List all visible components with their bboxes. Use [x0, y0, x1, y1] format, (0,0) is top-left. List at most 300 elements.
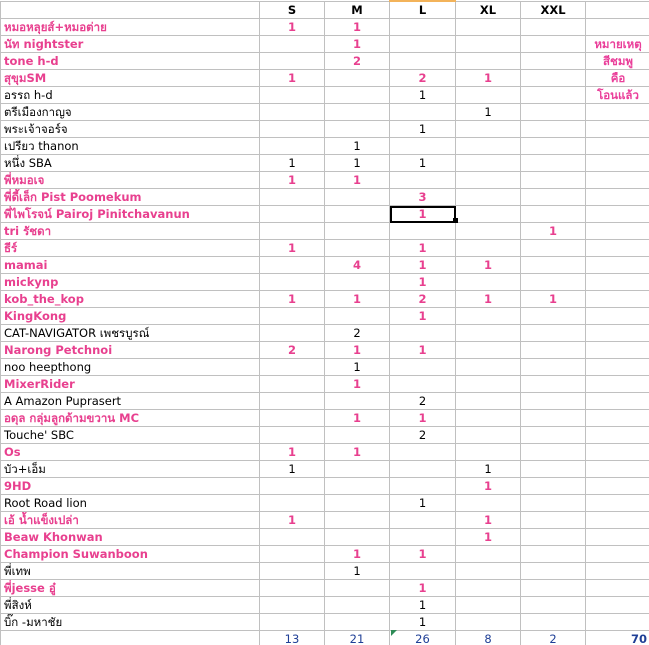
- size-cell-l[interactable]: [390, 223, 456, 240]
- size-cell-xxl[interactable]: [521, 342, 586, 359]
- note-cell[interactable]: [586, 478, 649, 495]
- size-cell-m[interactable]: 1: [325, 376, 390, 393]
- size-cell-s[interactable]: 1: [260, 172, 325, 189]
- name-cell[interactable]: A Amazon Puprasert: [1, 393, 260, 410]
- size-cell-xl[interactable]: [456, 546, 521, 563]
- table-row: [1, 87, 649, 104]
- size-cell-l[interactable]: [390, 478, 456, 495]
- table-row: [1, 444, 649, 461]
- table-row: [1, 427, 649, 444]
- size-cell-s[interactable]: [260, 495, 325, 512]
- size-cell-s[interactable]: [260, 580, 325, 597]
- size-cell-s[interactable]: [260, 359, 325, 376]
- size-cell-xxl[interactable]: [521, 546, 586, 563]
- note-cell[interactable]: [586, 580, 649, 597]
- note-cell[interactable]: [586, 563, 649, 580]
- size-cell-l[interactable]: 2: [390, 427, 456, 444]
- size-cell-s[interactable]: [260, 427, 325, 444]
- size-cell-xl[interactable]: [456, 614, 521, 631]
- size-cell-xl[interactable]: [456, 342, 521, 359]
- size-cell-l[interactable]: 1: [390, 257, 456, 274]
- size-cell-m[interactable]: 1: [325, 410, 390, 427]
- header-cell-m[interactable]: M: [325, 1, 390, 19]
- name-cell[interactable]: บิ๊ก -มหาชัย: [1, 614, 260, 631]
- table-row: [1, 308, 649, 325]
- size-cell-m[interactable]: 1: [325, 138, 390, 155]
- name-cell[interactable]: 9HD: [1, 478, 260, 495]
- size-cell-l[interactable]: 2: [390, 291, 456, 308]
- table-row: [1, 614, 649, 631]
- name-cell[interactable]: พี่หมอเจ: [1, 172, 260, 189]
- table-row: [1, 291, 649, 308]
- size-cell-m[interactable]: [325, 87, 390, 104]
- size-cell-m[interactable]: [325, 274, 390, 291]
- size-cell-xl[interactable]: 1: [456, 461, 521, 478]
- name-cell[interactable]: Touche' SBC: [1, 427, 260, 444]
- size-cell-s[interactable]: [260, 223, 325, 240]
- note-cell[interactable]: โอนแล้ว: [586, 87, 649, 104]
- name-cell[interactable]: KingKong: [1, 308, 260, 325]
- size-cell-l[interactable]: [390, 461, 456, 478]
- size-cell-xxl[interactable]: [521, 206, 586, 223]
- size-cell-s[interactable]: [260, 410, 325, 427]
- size-cell-s[interactable]: [260, 393, 325, 410]
- note-cell[interactable]: [586, 427, 649, 444]
- size-cell-m[interactable]: [325, 427, 390, 444]
- size-cell-s[interactable]: 1: [260, 512, 325, 529]
- size-cell-s[interactable]: 1: [260, 240, 325, 257]
- size-cell-s[interactable]: [260, 478, 325, 495]
- name-cell[interactable]: พี่สิงห์: [1, 597, 260, 614]
- total-cell-xxl[interactable]: 2: [521, 631, 586, 645]
- table-row: [1, 393, 649, 410]
- size-cell-m[interactable]: 2: [325, 53, 390, 70]
- name-cell[interactable]: พระเจ้าจอร์จ: [1, 121, 260, 138]
- size-cell-m[interactable]: [325, 308, 390, 325]
- header-cell-xxl[interactable]: XXL: [521, 1, 586, 19]
- size-cell-xl[interactable]: [456, 87, 521, 104]
- name-cell[interactable]: noo heepthong: [1, 359, 260, 376]
- size-cell-xxl[interactable]: [521, 308, 586, 325]
- size-cell-l[interactable]: [390, 19, 456, 36]
- name-cell[interactable]: พี่jesse อู๋: [1, 580, 260, 597]
- note-cell[interactable]: [586, 444, 649, 461]
- size-cell-xxl[interactable]: [521, 155, 586, 172]
- size-cell-s[interactable]: [260, 546, 325, 563]
- size-cell-xl[interactable]: [456, 308, 521, 325]
- name-cell[interactable]: พี่เทพ: [1, 563, 260, 580]
- size-cell-xl[interactable]: [456, 376, 521, 393]
- name-cell[interactable]: Beaw Khonwan: [1, 529, 260, 546]
- size-cell-l[interactable]: 1: [390, 546, 456, 563]
- size-cell-xxl[interactable]: [521, 19, 586, 36]
- size-cell-m[interactable]: 1: [325, 19, 390, 36]
- note-cell[interactable]: คือ: [586, 70, 649, 87]
- note-cell[interactable]: [586, 189, 649, 206]
- name-cell[interactable]: เอ้ น้ำแข็งเปล่า: [1, 512, 260, 529]
- size-cell-xxl[interactable]: [521, 376, 586, 393]
- size-cell-m[interactable]: [325, 206, 390, 223]
- size-cell-xl[interactable]: [456, 393, 521, 410]
- size-cell-xl[interactable]: [456, 359, 521, 376]
- size-cell-xl[interactable]: 1: [456, 291, 521, 308]
- size-cell-l[interactable]: [390, 376, 456, 393]
- size-cell-xxl[interactable]: [521, 614, 586, 631]
- size-cell-xxl[interactable]: [521, 580, 586, 597]
- note-cell[interactable]: [586, 529, 649, 546]
- note-cell[interactable]: [586, 240, 649, 257]
- size-cell-l[interactable]: [390, 172, 456, 189]
- table-row: [1, 121, 649, 138]
- table-row: [1, 512, 649, 529]
- size-cell-xxl[interactable]: [521, 36, 586, 53]
- size-cell-l[interactable]: [390, 529, 456, 546]
- size-cell-l[interactable]: 1: [390, 410, 456, 427]
- size-cell-m[interactable]: 1: [325, 563, 390, 580]
- table-row: [1, 563, 649, 580]
- size-cell-xxl[interactable]: [521, 393, 586, 410]
- name-cell[interactable]: บัว+เอ็ม: [1, 461, 260, 478]
- size-cell-xl[interactable]: [456, 597, 521, 614]
- note-cell[interactable]: [586, 410, 649, 427]
- size-cell-xl[interactable]: 1: [456, 104, 521, 121]
- table-row: [1, 546, 649, 563]
- size-cell-xl[interactable]: [456, 274, 521, 291]
- note-cell[interactable]: [586, 495, 649, 512]
- table-row: [1, 597, 649, 614]
- table-row: [1, 461, 649, 478]
- size-cell-s[interactable]: 1: [260, 70, 325, 87]
- size-cell-s[interactable]: [260, 104, 325, 121]
- size-cell-m[interactable]: [325, 597, 390, 614]
- name-cell[interactable]: หนึ่ง SBA: [1, 155, 260, 172]
- size-cell-m[interactable]: [325, 478, 390, 495]
- header-cell-xl[interactable]: XL: [456, 1, 521, 19]
- note-cell[interactable]: [586, 291, 649, 308]
- name-cell[interactable]: เปรียว thanon: [1, 138, 260, 155]
- size-cell-s[interactable]: [260, 274, 325, 291]
- size-cell-m[interactable]: 1: [325, 546, 390, 563]
- size-cell-xxl[interactable]: [521, 240, 586, 257]
- size-cell-l[interactable]: [390, 444, 456, 461]
- size-cell-s[interactable]: [260, 189, 325, 206]
- size-cell-xl[interactable]: [456, 563, 521, 580]
- size-cell-l[interactable]: [390, 36, 456, 53]
- name-cell[interactable]: อรรถ h-d: [1, 87, 260, 104]
- size-cell-xxl[interactable]: [521, 495, 586, 512]
- size-cell-l[interactable]: 2: [390, 393, 456, 410]
- size-cell-l[interactable]: 1: [390, 308, 456, 325]
- size-cell-l[interactable]: [390, 138, 456, 155]
- size-cell-s[interactable]: [260, 121, 325, 138]
- header-row: [1, 1, 649, 19]
- size-cell-m[interactable]: 1: [325, 291, 390, 308]
- size-cell-xxl[interactable]: [521, 257, 586, 274]
- table-row: [1, 580, 649, 597]
- size-cell-s[interactable]: [260, 325, 325, 342]
- note-cell[interactable]: [586, 138, 649, 155]
- note-cell[interactable]: [586, 325, 649, 342]
- size-cell-xl[interactable]: [456, 121, 521, 138]
- size-cell-s[interactable]: [260, 87, 325, 104]
- total-cell-s[interactable]: 13: [260, 631, 325, 645]
- size-cell-xl[interactable]: [456, 53, 521, 70]
- size-cell-xl[interactable]: [456, 138, 521, 155]
- note-cell[interactable]: [586, 223, 649, 240]
- header-cell-s[interactable]: S: [260, 1, 325, 19]
- size-cell-s[interactable]: 1: [260, 155, 325, 172]
- table-row: [1, 138, 649, 155]
- size-cell-m[interactable]: [325, 189, 390, 206]
- note-cell[interactable]: [586, 359, 649, 376]
- table-row: [1, 376, 649, 393]
- name-cell[interactable]: MixerRider: [1, 376, 260, 393]
- size-cell-xxl[interactable]: [521, 70, 586, 87]
- table-row: [1, 410, 649, 427]
- size-cell-s[interactable]: [260, 36, 325, 53]
- note-cell[interactable]: [586, 308, 649, 325]
- note-cell[interactable]: [586, 546, 649, 563]
- note-cell[interactable]: [586, 19, 649, 36]
- name-cell[interactable]: mamai: [1, 257, 260, 274]
- size-cell-xxl[interactable]: [521, 325, 586, 342]
- size-cell-xl[interactable]: 1: [456, 512, 521, 529]
- size-cell-xl[interactable]: 1: [456, 529, 521, 546]
- size-cell-xl[interactable]: 1: [456, 478, 521, 495]
- size-cell-l[interactable]: [390, 104, 456, 121]
- size-cell-xl[interactable]: [456, 223, 521, 240]
- size-cell-s[interactable]: 2: [260, 342, 325, 359]
- fill-handle[interactable]: [453, 218, 458, 223]
- size-cell-s[interactable]: [260, 529, 325, 546]
- name-cell[interactable]: kob_the_kop: [1, 291, 260, 308]
- size-cell-m[interactable]: [325, 223, 390, 240]
- size-cell-l[interactable]: 1: [390, 580, 456, 597]
- table-row: [1, 274, 649, 291]
- note-cell[interactable]: [586, 597, 649, 614]
- size-cell-s[interactable]: [260, 597, 325, 614]
- size-cell-xxl[interactable]: [521, 53, 586, 70]
- note-cell[interactable]: [586, 257, 649, 274]
- size-cell-xxl[interactable]: [521, 427, 586, 444]
- note-cell[interactable]: [586, 376, 649, 393]
- name-cell[interactable]: พี่ดี้เล็ก Pist Poomekum: [1, 189, 260, 206]
- size-cell-xl[interactable]: [456, 240, 521, 257]
- table-row: [1, 53, 649, 70]
- size-cell-xxl[interactable]: 1: [521, 291, 586, 308]
- note-cell[interactable]: [586, 393, 649, 410]
- table-row: [1, 206, 649, 223]
- name-cell[interactable]: อดุล กลุ่มลูกด้ามขวาน MC: [1, 410, 260, 427]
- error-indicator-icon: [391, 630, 397, 636]
- size-cell-s[interactable]: 1: [260, 19, 325, 36]
- note-cell[interactable]: [586, 461, 649, 478]
- size-cell-xl[interactable]: [456, 427, 521, 444]
- total-cell-xl[interactable]: 8: [456, 631, 521, 645]
- size-cell-l[interactable]: 1: [390, 206, 456, 223]
- size-cell-m[interactable]: [325, 70, 390, 87]
- size-cell-m[interactable]: [325, 393, 390, 410]
- size-cell-l[interactable]: 1: [390, 274, 456, 291]
- size-cell-m[interactable]: 1: [325, 359, 390, 376]
- size-cell-xxl[interactable]: [521, 138, 586, 155]
- size-cell-xxl[interactable]: [521, 121, 586, 138]
- name-cell[interactable]: สุขุมSM: [1, 70, 260, 87]
- note-cell[interactable]: [586, 274, 649, 291]
- size-cell-xl[interactable]: [456, 19, 521, 36]
- size-cell-s[interactable]: [260, 138, 325, 155]
- name-cell[interactable]: tri รัชดา: [1, 223, 260, 240]
- size-cell-xxl[interactable]: [521, 478, 586, 495]
- size-cell-xl[interactable]: [456, 580, 521, 597]
- size-cell-xxl[interactable]: 1: [521, 223, 586, 240]
- name-cell[interactable]: นัท nightster: [1, 36, 260, 53]
- size-cell-s[interactable]: 1: [260, 444, 325, 461]
- size-cell-m[interactable]: [325, 614, 390, 631]
- totals-label-cell[interactable]: [1, 631, 260, 645]
- size-cell-m[interactable]: 1: [325, 155, 390, 172]
- size-cell-l[interactable]: [390, 512, 456, 529]
- size-cell-xl[interactable]: [456, 410, 521, 427]
- note-cell[interactable]: [586, 121, 649, 138]
- size-cell-xxl[interactable]: [521, 410, 586, 427]
- total-cell-m[interactable]: 21: [325, 631, 390, 645]
- size-cell-m[interactable]: [325, 121, 390, 138]
- note-cell[interactable]: สีชมพู: [586, 53, 649, 70]
- note-cell[interactable]: [586, 614, 649, 631]
- total-cell-l[interactable]: 26: [390, 631, 456, 645]
- table-row: [1, 495, 649, 512]
- name-cell[interactable]: Root Road lion: [1, 495, 260, 512]
- size-cell-m[interactable]: [325, 104, 390, 121]
- name-cell[interactable]: พี่ไพโรจน์ Pairoj Pinitchavanun: [1, 206, 260, 223]
- size-cell-xl[interactable]: [456, 189, 521, 206]
- size-cell-l[interactable]: [390, 53, 456, 70]
- size-cell-xl[interactable]: [456, 444, 521, 461]
- size-cell-xl[interactable]: [456, 325, 521, 342]
- size-cell-l[interactable]: 2: [390, 70, 456, 87]
- header-cell-note[interactable]: [586, 1, 649, 19]
- table-row: [1, 172, 649, 189]
- size-cell-xxl[interactable]: [521, 359, 586, 376]
- table-row: [1, 325, 649, 342]
- size-cell-l[interactable]: 1: [390, 597, 456, 614]
- size-cell-m[interactable]: 4: [325, 257, 390, 274]
- size-cell-l[interactable]: [390, 359, 456, 376]
- size-cell-xl[interactable]: [456, 36, 521, 53]
- name-cell[interactable]: tone h-d: [1, 53, 260, 70]
- size-cell-l[interactable]: 3: [390, 189, 456, 206]
- table-row: [1, 257, 649, 274]
- size-cell-m[interactable]: [325, 580, 390, 597]
- size-cell-s[interactable]: [260, 308, 325, 325]
- size-cell-s[interactable]: [260, 206, 325, 223]
- size-cell-m[interactable]: 2: [325, 325, 390, 342]
- size-cell-m[interactable]: 1: [325, 36, 390, 53]
- name-cell[interactable]: mickynp: [1, 274, 260, 291]
- note-cell[interactable]: [586, 206, 649, 223]
- size-cell-xxl[interactable]: [521, 461, 586, 478]
- name-cell[interactable]: หมอหลุยส์+หมอต่าย: [1, 19, 260, 36]
- size-cell-xxl[interactable]: [521, 563, 586, 580]
- table-row: [1, 36, 649, 53]
- table-row: [1, 240, 649, 257]
- size-cell-xxl[interactable]: [521, 597, 586, 614]
- size-cell-m[interactable]: [325, 461, 390, 478]
- size-cell-m[interactable]: 1: [325, 342, 390, 359]
- size-cell-xl[interactable]: 1: [456, 257, 521, 274]
- size-cell-l[interactable]: 1: [390, 342, 456, 359]
- size-cell-l[interactable]: 1: [390, 240, 456, 257]
- size-cell-m[interactable]: [325, 240, 390, 257]
- size-cell-m[interactable]: 1: [325, 444, 390, 461]
- name-cell[interactable]: CAT-NAVIGATOR เพชรบูรณ์: [1, 325, 260, 342]
- size-cell-l[interactable]: 1: [390, 87, 456, 104]
- size-cell-xxl[interactable]: [521, 87, 586, 104]
- size-cell-xxl[interactable]: [521, 529, 586, 546]
- size-cell-s[interactable]: 1: [260, 291, 325, 308]
- size-cell-m[interactable]: [325, 512, 390, 529]
- size-cell-m[interactable]: 1: [325, 172, 390, 189]
- note-cell[interactable]: [586, 512, 649, 529]
- name-cell[interactable]: ตรีเมืองกาญจ: [1, 104, 260, 121]
- note-cell[interactable]: [586, 104, 649, 121]
- table-row: [1, 529, 649, 546]
- size-cell-xxl[interactable]: [521, 512, 586, 529]
- table-row: [1, 104, 649, 121]
- size-cell-xl[interactable]: [456, 155, 521, 172]
- note-cell[interactable]: [586, 172, 649, 189]
- note-cell[interactable]: [586, 342, 649, 359]
- name-cell[interactable]: ธีร์: [1, 240, 260, 257]
- size-cell-xl[interactable]: [456, 172, 521, 189]
- size-cell-xxl[interactable]: [521, 189, 586, 206]
- header-cell-name[interactable]: [1, 1, 260, 19]
- size-cell-xxl[interactable]: [521, 172, 586, 189]
- size-cell-l[interactable]: [390, 563, 456, 580]
- size-cell-xl[interactable]: [456, 206, 521, 223]
- table-row: [1, 155, 649, 172]
- size-cell-s[interactable]: [260, 376, 325, 393]
- size-cell-s[interactable]: [260, 53, 325, 70]
- size-cell-xxl[interactable]: [521, 274, 586, 291]
- size-cell-xxl[interactable]: [521, 444, 586, 461]
- size-cell-s[interactable]: [260, 563, 325, 580]
- size-cell-m[interactable]: [325, 495, 390, 512]
- size-cell-l[interactable]: 1: [390, 121, 456, 138]
- size-cell-l[interactable]: 1: [390, 155, 456, 172]
- name-cell[interactable]: Champion Suwanboon: [1, 546, 260, 563]
- size-cell-s[interactable]: [260, 614, 325, 631]
- size-cell-m[interactable]: [325, 529, 390, 546]
- note-cell[interactable]: [586, 155, 649, 172]
- size-cell-xxl[interactable]: [521, 104, 586, 121]
- name-cell[interactable]: Narong Petchnoi: [1, 342, 260, 359]
- table-row: [1, 223, 649, 240]
- name-cell[interactable]: Os: [1, 444, 260, 461]
- header-cell-l[interactable]: L: [390, 1, 456, 19]
- table-row: [1, 189, 649, 206]
- size-cell-xl[interactable]: 1: [456, 70, 521, 87]
- size-cell-l[interactable]: 1: [390, 614, 456, 631]
- size-cell-l[interactable]: 1: [390, 495, 456, 512]
- grand-total-cell[interactable]: 70: [586, 631, 649, 645]
- size-cell-s[interactable]: 1: [260, 461, 325, 478]
- size-cell-l[interactable]: [390, 325, 456, 342]
- size-cell-s[interactable]: [260, 257, 325, 274]
- note-cell[interactable]: หมายเหตุ: [586, 36, 649, 53]
- size-cell-xl[interactable]: [456, 495, 521, 512]
